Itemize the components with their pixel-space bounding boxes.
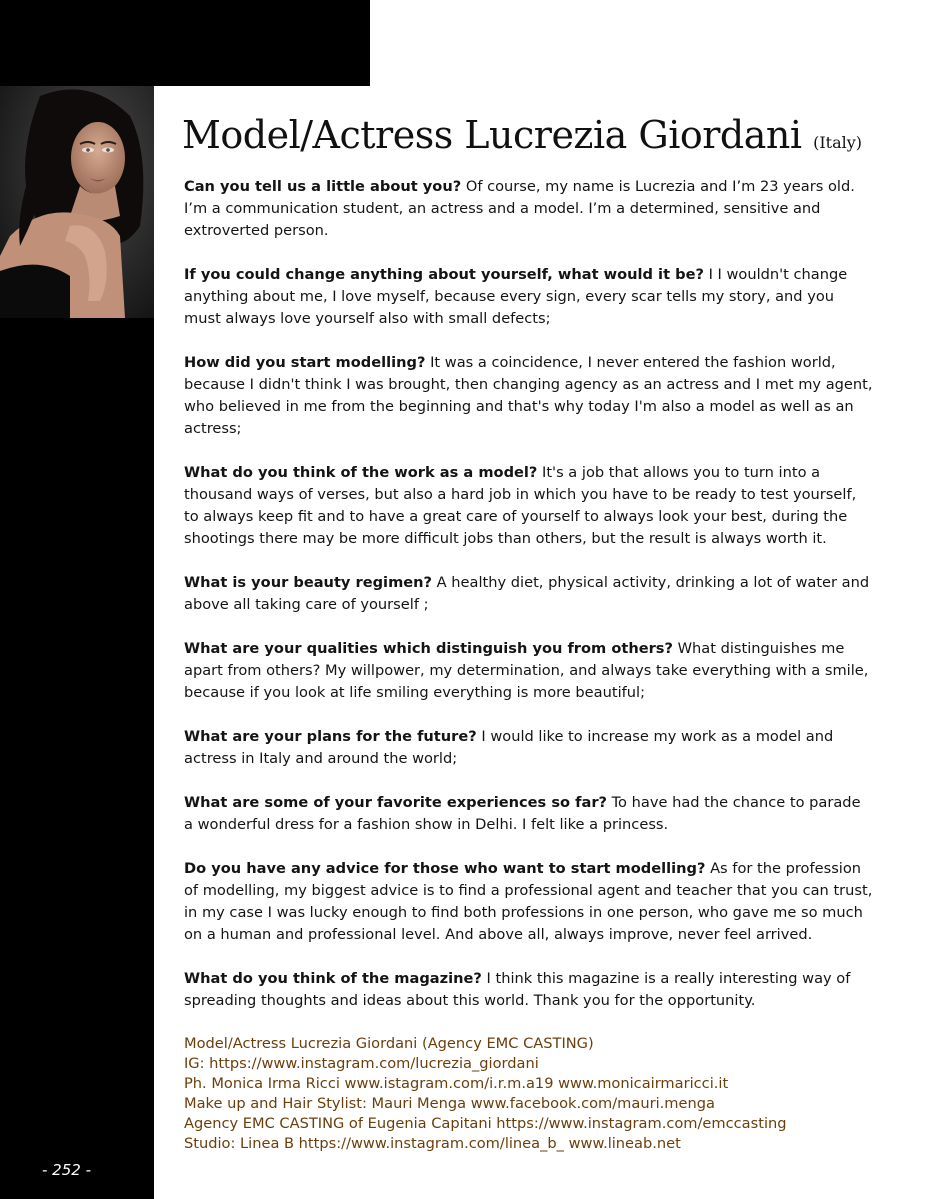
question: What do you think of the magazine? bbox=[184, 970, 482, 987]
top-black-bar bbox=[0, 0, 370, 86]
credit-line: Ph. Monica Irma Ricci www.istagram.com/i.r.m.a19 www.monicairmaricci.it bbox=[184, 1075, 729, 1092]
qa-item bbox=[184, 858, 874, 946]
page-title bbox=[182, 110, 902, 168]
question: Can you tell us a little about you? bbox=[184, 178, 462, 195]
credit-line: IG: https://www.instagram.com/lucrezia_giordani bbox=[184, 1055, 539, 1072]
model-photo bbox=[0, 86, 154, 318]
credit-line: Model/Actress Lucrezia Giordani (Agency EMC CASTING) bbox=[184, 1035, 594, 1052]
credits-block bbox=[184, 1034, 874, 1154]
credit-line: Studio: Linea B https://www.instagram.com/linea_b_ www.lineab.net bbox=[184, 1135, 681, 1152]
qa-item bbox=[184, 462, 874, 550]
question: What is your beauty regimen? bbox=[184, 574, 433, 591]
answer: Of course, my name is Lucrezia and I’m 23 years old. I’m a communication student, an actress and a model. I’m a determined, sensitive and extroverted person. bbox=[184, 178, 855, 239]
qa-item bbox=[184, 352, 874, 440]
answer: It's a job that allows you to turn into a thousand ways of verses, but also a hard job in which you have to be ready to test yourself, to always keep fit and to have a great care of yourself to always look your best, during the shootings there may be more difficult jobs than others, but the result is always worth it. bbox=[184, 464, 857, 547]
answer: A healthy diet, physical activity, drinking a lot of water and above all taking care of yourself ; bbox=[184, 574, 870, 613]
question: What are some of your favorite experiences so far? bbox=[184, 794, 607, 811]
interview-content bbox=[184, 176, 874, 1154]
model-portrait-image bbox=[0, 86, 154, 318]
qa-item bbox=[184, 792, 874, 836]
qa-item bbox=[184, 968, 874, 1012]
credit-line: Agency EMC CASTING of Eugenia Capitani https://www.instagram.com/emccasting bbox=[184, 1115, 787, 1132]
answer: It was a coincidence, I never entered the fashion world, because I didn't think I was brought, then changing agency as an actress and I met my agent, who believed in me from the beginning and that's why today I'm also a model as well as an actress; bbox=[184, 354, 873, 437]
answer: As for the profession of modelling, my biggest advice is to find a professional agent and teacher that you can trust, in my case I was lucky enough to find both professions in one person, who gave me so much on a human and professional level. And above all, always improve, never feel arrived. bbox=[184, 860, 873, 943]
question: Do you have any advice for those who want to start modelling? bbox=[184, 860, 706, 877]
qa-item bbox=[184, 726, 874, 770]
page-number: - 252 - bbox=[42, 1161, 91, 1179]
qa-item bbox=[184, 176, 874, 242]
question: What are your plans for the future? bbox=[184, 728, 477, 745]
answer: I think this magazine is a really interesting way of spreading thoughts and ideas about this world. Thank you for the opportunity. bbox=[184, 970, 851, 1009]
qa-item bbox=[184, 264, 874, 330]
qa-item bbox=[184, 572, 874, 616]
answer: What distinguishes me apart from others? My willpower, my determination, and always take everything with a smile, because if you look at life smiling everything is more beautiful; bbox=[184, 640, 869, 701]
title-country: (Italy) bbox=[813, 133, 863, 152]
question: How did you start modelling? bbox=[184, 354, 426, 371]
question: What do you think of the work as a model? bbox=[184, 464, 538, 481]
credit-line: Make up and Hair Stylist: Mauri Menga www.facebook.com/mauri.menga bbox=[184, 1095, 715, 1112]
qa-item bbox=[184, 638, 874, 704]
question: If you could change anything about yourself, what would it be? bbox=[184, 266, 704, 283]
title-text: Model/Actress Lucrezia Giordani bbox=[182, 113, 802, 157]
answer: To have had the chance to parade a wonderful dress for a fashion show in Delhi. I felt like a princess. bbox=[184, 794, 861, 833]
answer: I would like to increase my work as a model and actress in Italy and around the world; bbox=[184, 728, 834, 767]
answer: I I wouldn't change anything about me, I love myself, because every sign, every scar tells my story, and you must always love yourself also with small defects; bbox=[184, 266, 848, 327]
question: What are your qualities which distinguish you from others? bbox=[184, 640, 673, 657]
